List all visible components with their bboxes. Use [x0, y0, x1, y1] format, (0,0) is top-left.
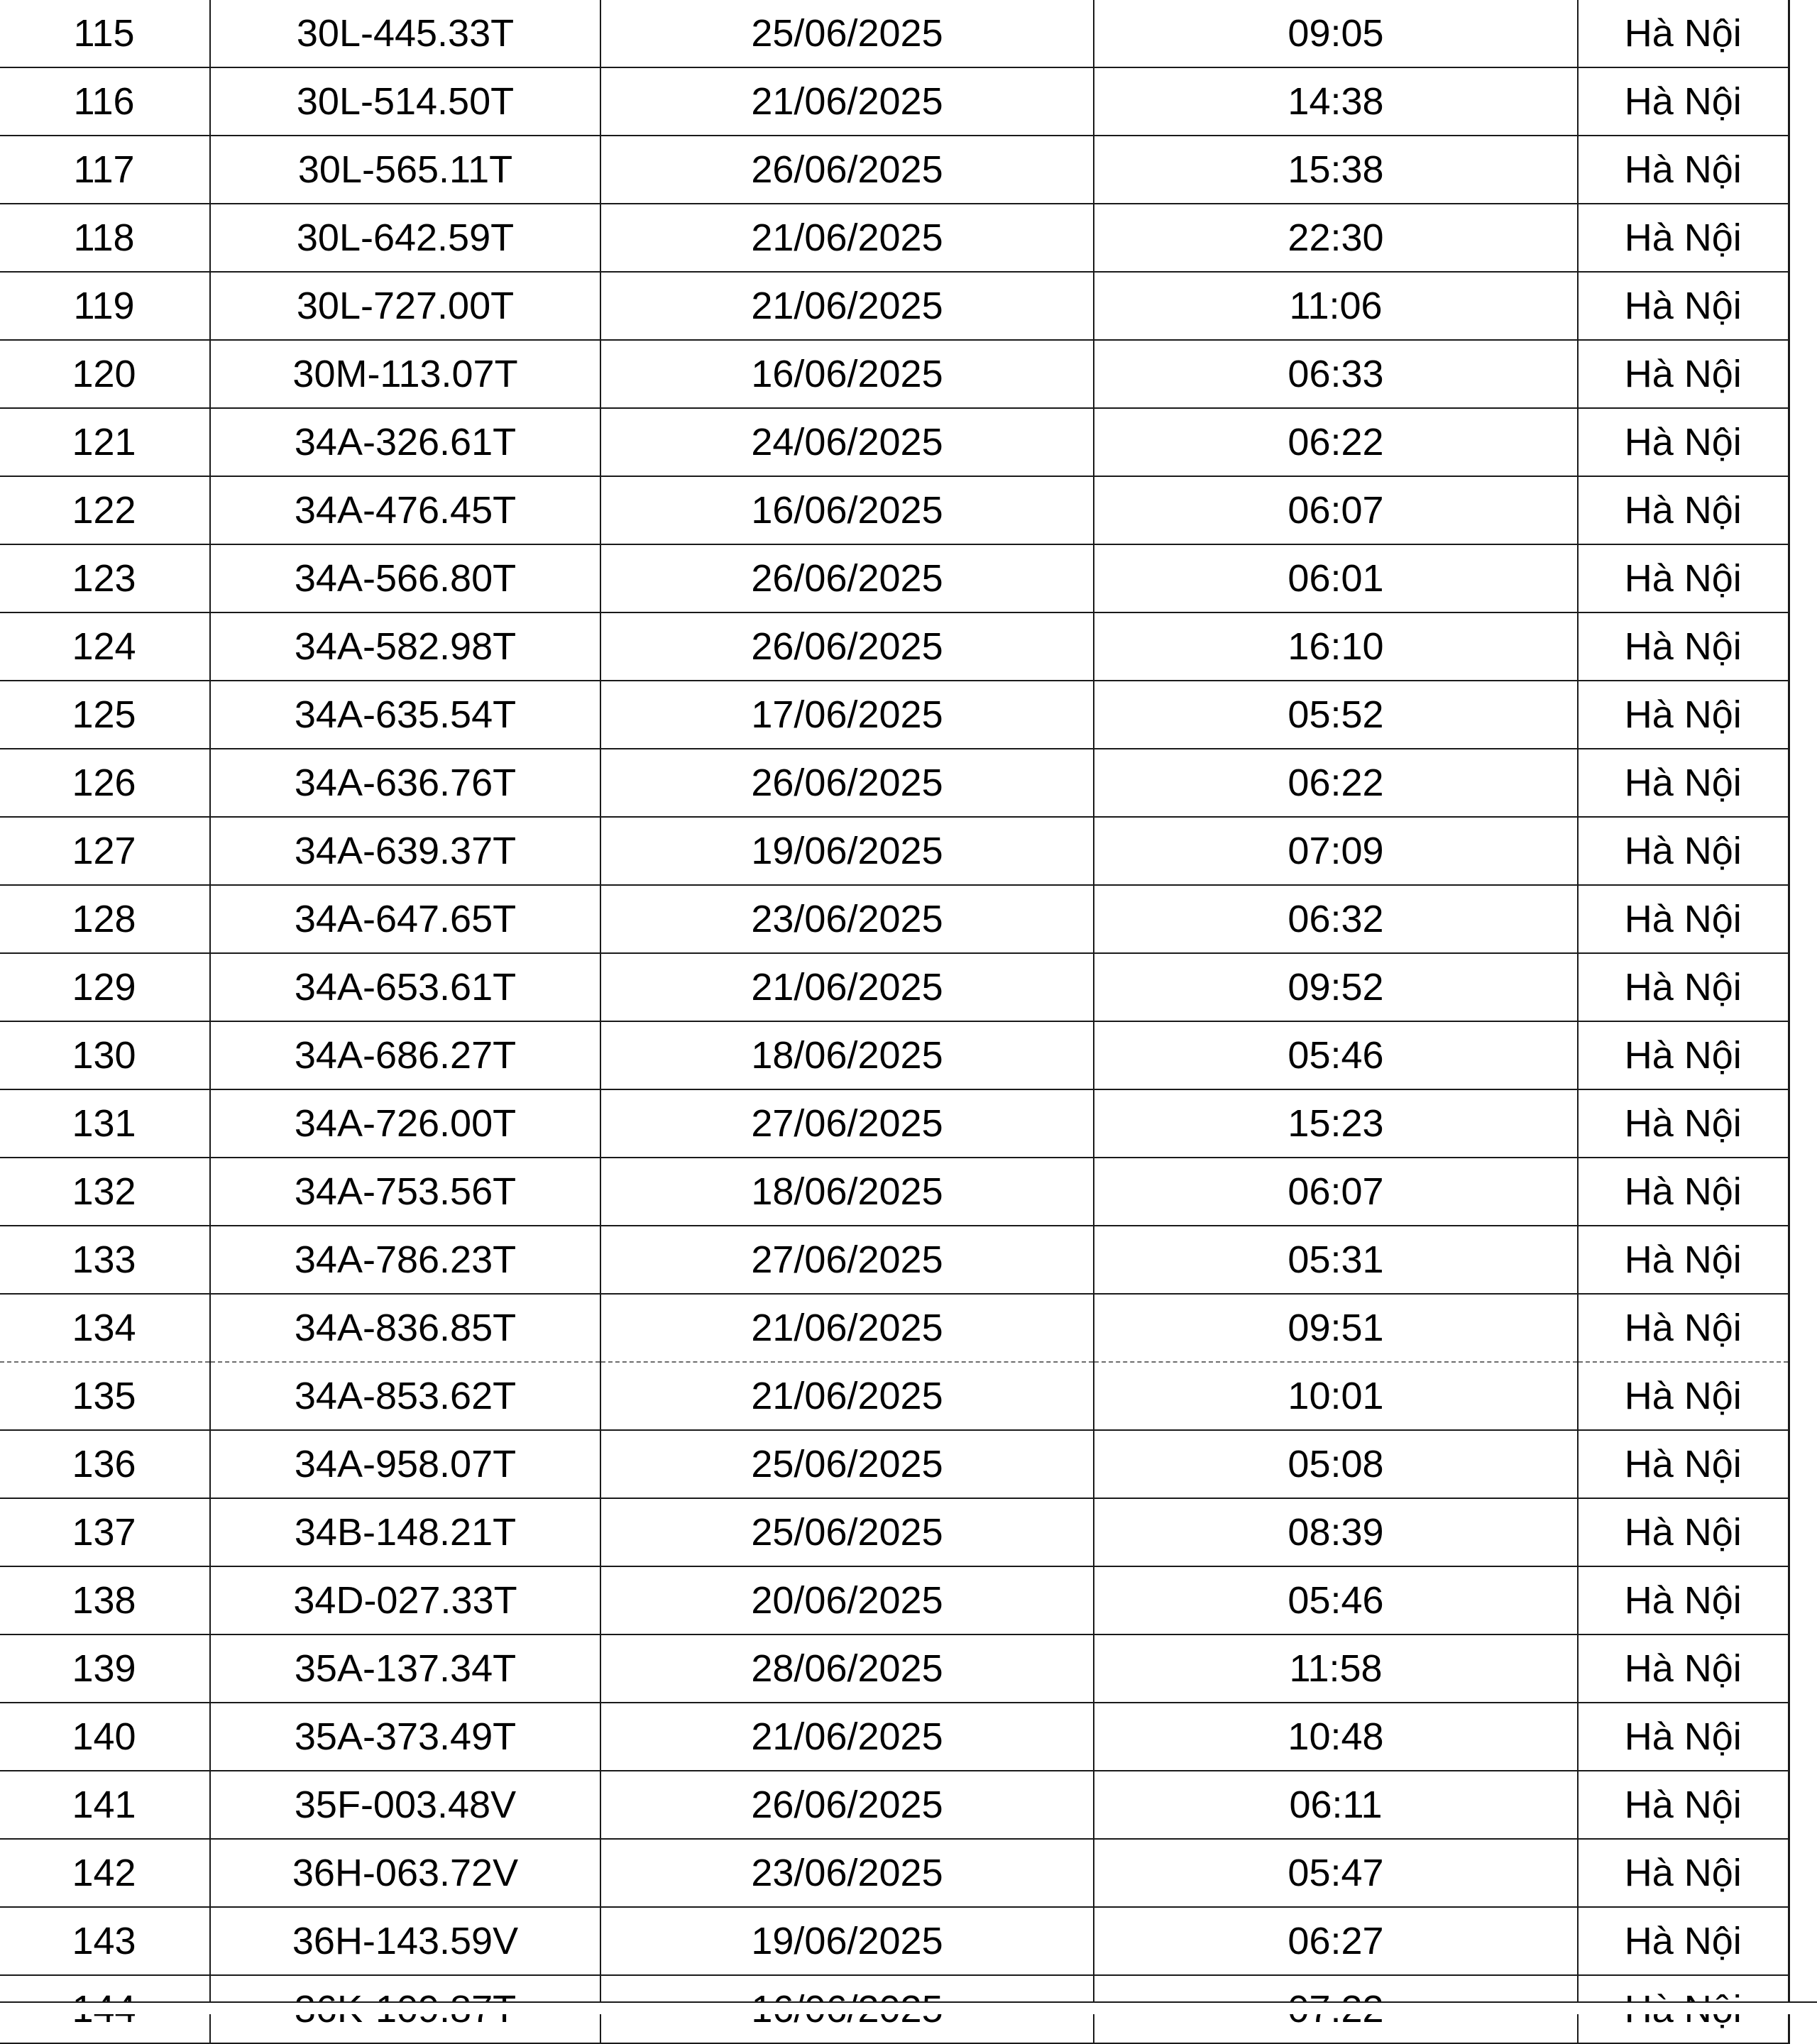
cell-plate[interactable]: 35A-373.49T [210, 1703, 600, 1771]
cell-city[interactable]: Hà Nội [1578, 1566, 1789, 1634]
table-row [0, 340, 1789, 408]
cell-time[interactable]: 06:01 [1094, 544, 1578, 612]
cell-plate[interactable]: 30L-642.59T [210, 204, 600, 272]
cell-plate[interactable]: 35A-137.34T [210, 1634, 600, 1703]
cell-date[interactable]: 16/06/2025 [600, 340, 1094, 408]
cell-plate[interactable]: 35F-003.48V [210, 1771, 600, 1839]
table-row [0, 885, 1789, 953]
cell-date[interactable]: 21/06/2025 [600, 272, 1094, 340]
cell-date[interactable]: 18/06/2025 [600, 1021, 1094, 1089]
cell-date[interactable]: 26/06/2025 [600, 612, 1094, 681]
cell-plate[interactable]: 34B-148.21T [210, 1498, 600, 1566]
cell-date[interactable]: 20/06/2025 [600, 1566, 1094, 1634]
table-row [0, 1089, 1789, 1158]
table-row [0, 681, 1789, 749]
cell-city[interactable]: Hà Nội [1578, 1430, 1789, 1498]
cell-no[interactable]: 121 [0, 408, 210, 476]
cell-city[interactable]: Hà Nội [1578, 1021, 1789, 1089]
cell-city[interactable]: Hà Nội [1578, 749, 1789, 817]
cell-plate[interactable]: 34A-582.98T [210, 612, 600, 681]
cell-city[interactable]: Hà Nội [1578, 1362, 1789, 1430]
cell-time[interactable]: 09:05 [1094, 0, 1578, 67]
cell-time[interactable]: 10:48 [1094, 1703, 1578, 1771]
table-row [0, 1362, 1789, 1430]
cell-date[interactable]: 19/06/2025 [600, 1907, 1094, 1975]
cell-time[interactable]: 22:30 [1094, 204, 1578, 272]
cell-city[interactable]: Hà Nội [1578, 953, 1789, 1021]
cell-time[interactable]: 05:08 [1094, 1430, 1578, 1498]
cell-time[interactable]: 11:58 [1094, 1634, 1578, 1703]
cell-no[interactable]: 125 [0, 681, 210, 749]
table-row [0, 1839, 1789, 1907]
cell-time[interactable]: 09:52 [1094, 953, 1578, 1021]
cell-plate[interactable]: 36H-143.59V [210, 1907, 600, 1975]
cell-time[interactable]: 15:38 [1094, 136, 1578, 204]
cell-plate[interactable]: 30M-113.07T [210, 340, 600, 408]
table-row [0, 408, 1789, 476]
cell-time[interactable]: 06:11 [1094, 1771, 1578, 1839]
table-row [0, 612, 1789, 681]
cell-no[interactable]: 142 [0, 1839, 210, 1907]
cell-no[interactable]: 126 [0, 749, 210, 817]
cell-no[interactable]: 141 [0, 1771, 210, 1839]
cell-plate[interactable]: 34A-566.80T [210, 544, 600, 612]
cell-city[interactable]: Hà Nội [1578, 136, 1789, 204]
table-row [0, 67, 1789, 136]
cell-no[interactable]: 131 [0, 1089, 210, 1158]
cell-date[interactable]: 21/06/2025 [600, 1362, 1094, 1430]
table-row [0, 1294, 1789, 1362]
table-row [0, 476, 1789, 544]
cell-date[interactable]: 21/06/2025 [600, 1703, 1094, 1771]
cell-plate[interactable]: 34A-853.62T [210, 1362, 600, 1430]
cell-city[interactable]: Hà Nội [1578, 544, 1789, 612]
cell-no[interactable]: 115 [0, 0, 210, 67]
cell-city[interactable]: Hà Nội [1578, 1226, 1789, 1294]
cell-plate[interactable]: 30L-514.50T [210, 67, 600, 136]
cell-time[interactable]: 06:27 [1094, 1907, 1578, 1975]
table-row [0, 272, 1789, 340]
cell-no[interactable]: 118 [0, 204, 210, 272]
cell-time[interactable]: 09:51 [1094, 1294, 1578, 1362]
cell-city[interactable]: Hà Nội [1578, 204, 1789, 272]
cell-plate[interactable]: 34A-786.23T [210, 1226, 600, 1294]
cell-no[interactable]: 136 [0, 1430, 210, 1498]
cell-plate[interactable]: 34A-326.61T [210, 408, 600, 476]
cell-no[interactable]: 123 [0, 544, 210, 612]
cell-date[interactable]: 27/06/2025 [600, 1089, 1094, 1158]
cell-plate[interactable]: 34A-653.61T [210, 953, 600, 1021]
table-row [0, 749, 1789, 817]
cell-date[interactable]: 25/06/2025 [600, 0, 1094, 67]
cell-city[interactable]: Hà Nội [1578, 1498, 1789, 1566]
cell-date[interactable]: 26/06/2025 [600, 544, 1094, 612]
cell-no[interactable]: 128 [0, 885, 210, 953]
cell-city[interactable]: Hà Nội [1578, 1158, 1789, 1226]
cell-time[interactable]: 11:06 [1094, 272, 1578, 340]
table-row [0, 204, 1789, 272]
cell-city[interactable]: Hà Nội [1578, 1089, 1789, 1158]
cell-date[interactable]: 19/06/2025 [600, 817, 1094, 885]
cell-no[interactable]: 138 [0, 1566, 210, 1634]
cell-date[interactable]: 23/06/2025 [600, 885, 1094, 953]
cell-time[interactable]: 06:07 [1094, 476, 1578, 544]
cell-time[interactable]: 05:46 [1094, 1021, 1578, 1089]
cell-no[interactable]: 117 [0, 136, 210, 204]
cell-no[interactable]: 116 [0, 67, 210, 136]
cell-plate[interactable]: 34A-635.54T [210, 681, 600, 749]
table-row [0, 1498, 1789, 1566]
cell-time[interactable]: 10:01 [1094, 1362, 1578, 1430]
cell-city[interactable]: Hà Nội [1578, 681, 1789, 749]
cell-time[interactable]: 05:46 [1094, 1566, 1578, 1634]
cell-date[interactable]: 21/06/2025 [600, 1294, 1094, 1362]
cell-plate[interactable]: 34D-027.33T [210, 1566, 600, 1634]
table-row [0, 1634, 1789, 1703]
cell-date[interactable]: 17/06/2025 [600, 681, 1094, 749]
table-row [0, 1021, 1789, 1089]
cell-time[interactable]: 05:52 [1094, 681, 1578, 749]
cell-plate[interactable]: 34A-636.76T [210, 749, 600, 817]
cell-plate[interactable]: 30L-565.11T [210, 136, 600, 204]
cell-time[interactable]: 06:32 [1094, 885, 1578, 953]
cell-time[interactable]: 05:31 [1094, 1226, 1578, 1294]
cell-no[interactable]: 139 [0, 1634, 210, 1703]
table-row [0, 1430, 1789, 1498]
cell-plate[interactable]: 34A-647.65T [210, 885, 600, 953]
cell-no[interactable]: 133 [0, 1226, 210, 1294]
cell-no[interactable]: 137 [0, 1498, 210, 1566]
table-row [0, 0, 1789, 67]
cell-date[interactable]: 28/06/2025 [600, 1634, 1094, 1703]
cell-city[interactable]: Hà Nội [1578, 67, 1789, 136]
cell-time[interactable]: 16:10 [1094, 612, 1578, 681]
cell-time[interactable]: 08:39 [1094, 1498, 1578, 1566]
cell-time[interactable]: 06:22 [1094, 408, 1578, 476]
cell-plate[interactable]: 36H-063.72V [210, 1839, 600, 1907]
cell-no[interactable]: 132 [0, 1158, 210, 1226]
cell-city[interactable]: Hà Nội [1578, 0, 1789, 67]
table-row [0, 1226, 1789, 1294]
cell-plate[interactable]: 34A-836.85T [210, 1294, 600, 1362]
cell-no[interactable]: 122 [0, 476, 210, 544]
cell-no[interactable]: 127 [0, 817, 210, 885]
cell-city[interactable]: Hà Nội [1578, 408, 1789, 476]
cell-city[interactable]: Hà Nội [1578, 885, 1789, 953]
table-row [0, 544, 1789, 612]
cell-time[interactable]: 15:23 [1094, 1089, 1578, 1158]
cell-no[interactable]: 119 [0, 272, 210, 340]
cell-no[interactable]: 140 [0, 1703, 210, 1771]
next-row-edge [0, 2001, 1817, 2014]
cell-plate[interactable]: 30L-727.00T [210, 272, 600, 340]
cell-no[interactable]: 135 [0, 1362, 210, 1430]
cell-plate[interactable]: 34A-639.37T [210, 817, 600, 885]
cell-city[interactable]: Hà Nội [1578, 1634, 1789, 1703]
cell-plate[interactable]: 34A-726.00T [210, 1089, 600, 1158]
cell-city[interactable]: Hà Nội [1578, 817, 1789, 885]
table-row [0, 1907, 1789, 1975]
cell-date[interactable]: 21/06/2025 [600, 204, 1094, 272]
cell-date[interactable]: 21/06/2025 [600, 67, 1094, 136]
cell-plate[interactable]: 34A-958.07T [210, 1430, 600, 1498]
cell-city[interactable]: Hà Nội [1578, 1839, 1789, 1907]
cell-date[interactable]: 21/06/2025 [600, 953, 1094, 1021]
cell-date[interactable]: 23/06/2025 [600, 1839, 1094, 1907]
cell-no[interactable]: 129 [0, 953, 210, 1021]
cell-city[interactable]: Hà Nội [1578, 476, 1789, 544]
cell-city[interactable]: Hà Nội [1578, 612, 1789, 681]
table-row [0, 817, 1789, 885]
cell-time[interactable]: 14:38 [1094, 67, 1578, 136]
cell-time[interactable]: 06:33 [1094, 340, 1578, 408]
table-row [0, 1566, 1789, 1634]
cell-plate[interactable]: 34A-476.45T [210, 476, 600, 544]
cell-city[interactable]: Hà Nội [1578, 1294, 1789, 1362]
cell-city[interactable]: Hà Nội [1578, 340, 1789, 408]
cell-plate[interactable]: 34A-753.56T [210, 1158, 600, 1226]
cell-city[interactable]: Hà Nội [1578, 1771, 1789, 1839]
cell-city[interactable]: Hà Nội [1578, 1703, 1789, 1771]
cell-date[interactable]: 26/06/2025 [600, 136, 1094, 204]
cell-no[interactable]: 120 [0, 340, 210, 408]
cell-no[interactable]: 134 [0, 1294, 210, 1362]
cell-date[interactable]: 18/06/2025 [600, 1158, 1094, 1226]
table-row [0, 1158, 1789, 1226]
table-row [0, 1771, 1789, 1839]
cell-no[interactable]: 124 [0, 612, 210, 681]
cell-date[interactable]: 25/06/2025 [600, 1430, 1094, 1498]
cell-date[interactable]: 27/06/2025 [600, 1226, 1094, 1294]
cell-no[interactable]: 130 [0, 1021, 210, 1089]
cell-date[interactable]: 26/06/2025 [600, 1771, 1094, 1839]
cell-time[interactable]: 06:22 [1094, 749, 1578, 817]
cell-no[interactable]: 143 [0, 1907, 210, 1975]
cell-time[interactable]: 05:47 [1094, 1839, 1578, 1907]
table-row [0, 953, 1789, 1021]
table-row [0, 1703, 1789, 1771]
cell-date[interactable]: 25/06/2025 [600, 1498, 1094, 1566]
cell-date[interactable]: 16/06/2025 [600, 476, 1094, 544]
cell-time[interactable]: 06:07 [1094, 1158, 1578, 1226]
cell-city[interactable]: Hà Nội [1578, 1907, 1789, 1975]
table-row [0, 136, 1789, 204]
cell-plate[interactable]: 30L-445.33T [210, 0, 600, 67]
cell-date[interactable]: 24/06/2025 [600, 408, 1094, 476]
cell-city[interactable]: Hà Nội [1578, 272, 1789, 340]
cell-plate[interactable]: 34A-686.27T [210, 1021, 600, 1089]
cell-time[interactable]: 07:09 [1094, 817, 1578, 885]
cell-date[interactable]: 26/06/2025 [600, 749, 1094, 817]
